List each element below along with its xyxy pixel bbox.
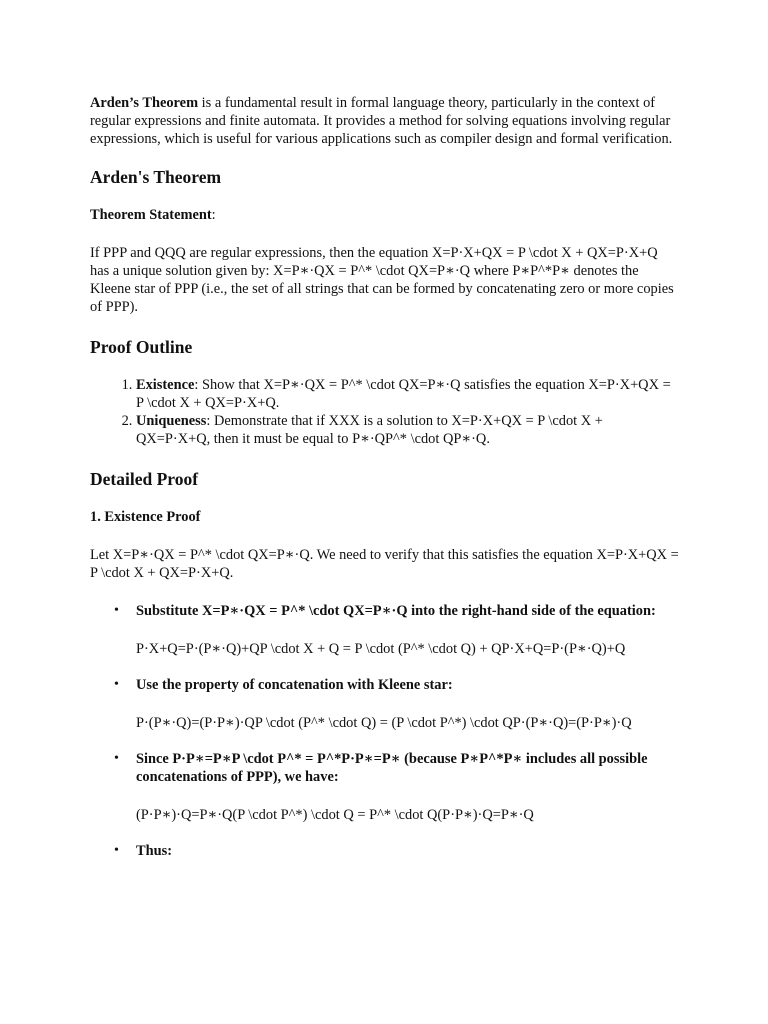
proof-outline-item-uniqueness [136,412,680,448]
proof-step-equation: P·X+Q=P·(P∗·Q)+QP \cdot X + Q = P \cdot (P^* \cdot Q) + QP·X+Q=P·(P∗·Q)+Q [136,641,626,657]
proof-step [114,676,680,732]
theorem-statement-text: If PPP and QQQ are regular expressions, then the equation X=P·X+QX = P \cdot X + QX=P·X+Q has a unique solution given by: X=P∗·QX = P^* \cdot QX=P∗·Q where P∗P^*P∗ denotes the Kleene star of PPP (i.e., the set of all strings that can be formed by concatenating zero or more copies of PPP). [90,245,674,315]
existence-proof-steps [90,602,680,860]
proof-step-equation: (P·P∗)·Q=P∗·Q(P \cdot P^*) \cdot Q = P^* \cdot Q(P·P∗)·Q=P∗·Q [136,807,534,823]
proof-outline-item-label: Uniqueness [136,413,207,429]
bullet-icon: • [114,751,119,766]
bullet-icon: • [114,677,119,692]
proof-step-lead: Thus: [136,843,172,859]
intro-paragraph [90,94,680,148]
proof-outline-item-text: : Show that X=P∗·QX = P^* \cdot QX=P∗·Q satisfies the equation X=P·X+QX = P \cdot X + QX=P·X+Q. [136,377,671,411]
heading-proof-outline: Proof Outline [90,337,193,357]
proof-step-lead: Since P·P∗=P∗P \cdot P^* = P^*P·P∗=P∗ (because P∗P^*P∗ includes all possible concatenations of PPP), we have: [136,751,648,785]
theorem-statement-heading [90,206,680,224]
intro-term: Arden’s Theorem [90,95,199,111]
proof-step [114,602,680,658]
theorem-statement-label: Theorem Statement [90,207,212,223]
document-page [90,94,680,878]
existence-proof-intro: Let X=P∗·QX = P^* \cdot QX=P∗·Q. We need to verify that this satisfies the equation X=P·X+QX = P \cdot X + QX=P·X+Q. [90,547,679,581]
proof-step [114,842,680,860]
proof-outline-item-existence [136,376,680,412]
proof-step-lead: Substitute X=P∗·QX = P^* \cdot QX=P∗·Q into the right-hand side of the equation: [136,603,656,619]
heading-detailed-proof: Detailed Proof [90,469,199,489]
theorem-statement-colon: : [211,207,216,223]
proof-outline-item-text: : Demonstrate that if XXX is a solution to X=P·X+QX = P \cdot X + QX=P·X+Q, then it must be equal to P∗·QP^* \cdot QP∗·Q. [136,413,603,447]
proof-step-equation: P·(P∗·Q)=(P·P∗)·QP \cdot (P^* \cdot Q) = (P \cdot P^*) \cdot QP·(P∗·Q)=(P·P∗)·Q [136,715,632,731]
proof-outline-list [90,376,680,448]
proof-step [114,750,680,824]
proof-step-lead: Use the property of concatenation with Kleene star: [136,677,453,693]
intro-text: is a fundamental result in formal language theory, particularly in the context of regular expressions and finite automata. It provides a method for solving equations involving regular expressions, which is useful for various applications such as compiler design and formal verification. [90,95,673,147]
bullet-icon: • [114,843,119,858]
heading-ardens-theorem: Arden's Theorem [90,167,222,187]
bullet-icon: • [114,603,119,618]
existence-proof-heading: 1. Existence Proof [90,509,201,525]
proof-outline-item-label: Existence [136,377,195,393]
